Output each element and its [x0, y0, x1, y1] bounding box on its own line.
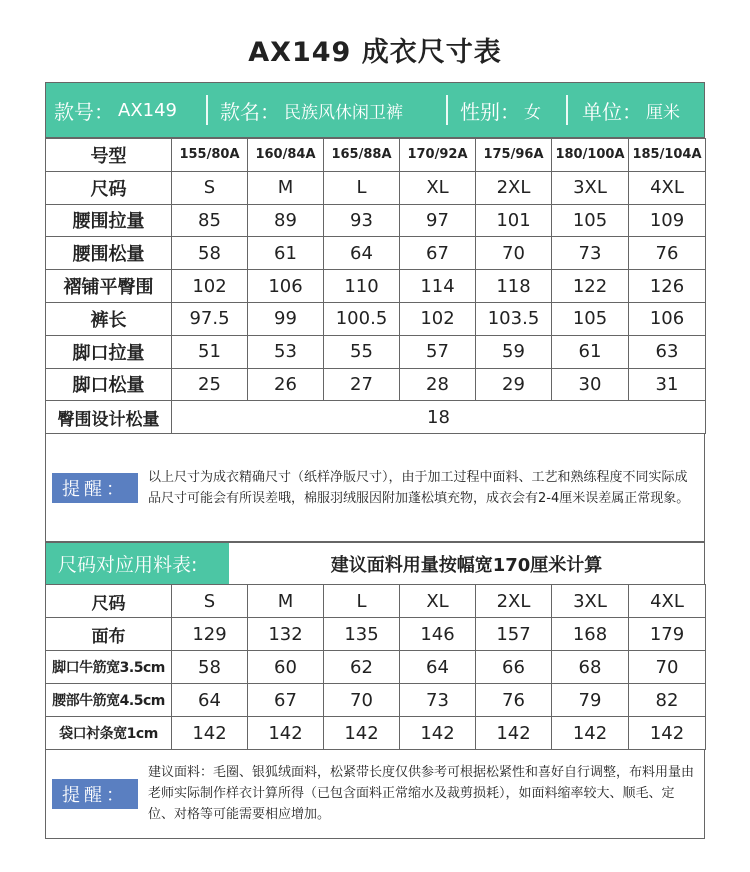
value-cell: 61 [248, 237, 324, 270]
value-cell: 142 [248, 717, 324, 750]
row-label: 褶铺平臀围 [46, 270, 172, 303]
value-cell: 93 [324, 204, 400, 237]
value-cell: 109 [629, 204, 706, 237]
hip-ease-value: 18 [172, 401, 706, 434]
value-cell: 51 [172, 335, 248, 368]
model-cell: 155/80A [172, 139, 248, 172]
model-cell: 175/96A [476, 139, 552, 172]
value-cell: 76 [476, 684, 552, 717]
unit-value: 厘米 [646, 102, 680, 123]
row-label: 袋口衬条宽1cm [46, 717, 172, 750]
size-row [46, 171, 706, 204]
size-header: 尺码 [46, 171, 172, 204]
value-cell: 135 [324, 618, 400, 651]
size-row [46, 585, 706, 618]
value-cell: 55 [324, 335, 400, 368]
value-cell: 25 [172, 368, 248, 401]
value-cell: 179 [629, 618, 706, 651]
value-cell: 102 [400, 302, 476, 335]
value-cell: 79 [552, 684, 629, 717]
divider [566, 95, 568, 125]
fabric-section-note: 建议面料用量按幅宽170厘米计算 [330, 554, 603, 576]
style-number [46, 83, 206, 137]
value-cell: 132 [248, 618, 324, 651]
value-cell: 67 [400, 237, 476, 270]
value-cell: 66 [476, 651, 552, 684]
reminder-tag: 提醒： [52, 473, 138, 503]
model-cell: 165/88A [324, 139, 400, 172]
measurement-row [46, 270, 706, 303]
style-number-value: AX149 [118, 99, 178, 121]
value-cell: 129 [172, 618, 248, 651]
reminder-note [45, 434, 705, 542]
value-cell: 53 [248, 335, 324, 368]
fabric-row [46, 618, 706, 651]
unit-label: 单位： [582, 99, 642, 124]
value-cell: 105 [552, 204, 629, 237]
value-cell: 105 [552, 302, 629, 335]
value-cell: 70 [476, 237, 552, 270]
value-cell: 142 [324, 717, 400, 750]
model-cell: 185/104A [629, 139, 706, 172]
value-cell: 58 [172, 651, 248, 684]
value-cell: 76 [629, 237, 706, 270]
value-cell: 101 [476, 204, 552, 237]
hip-ease-row [46, 401, 706, 434]
size-cell: 2XL [476, 585, 552, 618]
row-label: 脚口拉量 [46, 335, 172, 368]
measurement-row [46, 335, 706, 368]
style-number-label: 款号： [54, 99, 114, 124]
reminder-tag: 提醒： [52, 779, 138, 809]
size-cell: L [324, 585, 400, 618]
model-cell: 170/92A [400, 139, 476, 172]
value-cell: 73 [400, 684, 476, 717]
value-cell: 30 [552, 368, 629, 401]
value-cell: 142 [552, 717, 629, 750]
size-cell: L [324, 171, 400, 204]
size-cell: 3XL [552, 171, 629, 204]
size-cell: 4XL [629, 171, 706, 204]
reminder-text: 以上尺寸为成衣精确尺寸（纸样净版尺寸），由于加工过程中面料、工艺和熟练程度不同实际成品尺寸可能会有所误差哦，棉服羽绒服因附加蓬松填充物，成衣会有2-4厘米误差属正常现象。 [148, 469, 690, 506]
value-cell: 59 [476, 335, 552, 368]
value-cell: 57 [400, 335, 476, 368]
value-cell: 61 [552, 335, 629, 368]
value-cell: 122 [552, 270, 629, 303]
gender-value: 女 [524, 102, 541, 123]
value-cell: 146 [400, 618, 476, 651]
value-cell: 114 [400, 270, 476, 303]
value-cell: 142 [400, 717, 476, 750]
reminder-text: 建议面料：毛圈、银狐绒面料，松紧带长度仅供参考可根据松紧性和喜好自行调整，布料用量由老师实际制作样衣计算所得（已包含面料正常缩水及裁剪损耗），如面料缩率较大、顺毛、定位、对格等可能需要相应增加。 [148, 765, 695, 822]
size-cell: 4XL [629, 585, 706, 618]
value-cell: 85 [172, 204, 248, 237]
value-cell: 97 [400, 204, 476, 237]
value-cell: 62 [324, 651, 400, 684]
style-name-value: 民族风休闲卫裤 [284, 102, 403, 123]
value-cell: 103.5 [476, 302, 552, 335]
fabric-section-header [45, 542, 705, 584]
hip-ease-label: 臀围设计松量 [46, 401, 172, 434]
measurement-row [46, 237, 706, 270]
value-cell: 142 [476, 717, 552, 750]
size-cell: M [248, 585, 324, 618]
size-cell: 3XL [552, 585, 629, 618]
divider [446, 95, 448, 125]
size-cell: M [248, 171, 324, 204]
value-cell: 67 [248, 684, 324, 717]
value-cell: 89 [248, 204, 324, 237]
divider [206, 95, 208, 125]
row-label: 腰围松量 [46, 237, 172, 270]
value-cell: 26 [248, 368, 324, 401]
measurement-row [46, 302, 706, 335]
value-cell: 126 [629, 270, 706, 303]
value-cell: 73 [552, 237, 629, 270]
value-cell: 97.5 [172, 302, 248, 335]
value-cell: 60 [248, 651, 324, 684]
value-cell: 118 [476, 270, 552, 303]
size-cell: XL [400, 171, 476, 204]
value-cell: 142 [172, 717, 248, 750]
fabric-row [46, 717, 706, 750]
size-cell: XL [400, 585, 476, 618]
value-cell: 157 [476, 618, 552, 651]
row-label: 脚口牛筋宽3.5cm [46, 651, 172, 684]
measurement-row [46, 204, 706, 237]
model-cell: 180/100A [552, 139, 629, 172]
fabric-reminder-note [45, 749, 705, 839]
value-cell: 64 [324, 237, 400, 270]
value-cell: 100.5 [324, 302, 400, 335]
style-name [208, 83, 446, 137]
model-row [46, 139, 706, 172]
value-cell: 82 [629, 684, 706, 717]
product-info-bar [45, 82, 705, 138]
unit [568, 83, 704, 137]
value-cell: 168 [552, 618, 629, 651]
value-cell: 142 [629, 717, 706, 750]
fabric-row [46, 684, 706, 717]
value-cell: 99 [248, 302, 324, 335]
row-label: 面布 [46, 618, 172, 651]
model-cell: 160/84A [248, 139, 324, 172]
value-cell: 106 [629, 302, 706, 335]
value-cell: 70 [629, 651, 706, 684]
gender [448, 83, 566, 137]
value-cell: 106 [248, 270, 324, 303]
size-chart-table [45, 138, 706, 434]
row-label: 裤长 [46, 302, 172, 335]
row-label: 脚口松量 [46, 368, 172, 401]
row-label: 腰围拉量 [46, 204, 172, 237]
fabric-usage-table [45, 584, 706, 750]
value-cell: 64 [172, 684, 248, 717]
value-cell: 63 [629, 335, 706, 368]
value-cell: 68 [552, 651, 629, 684]
value-cell: 58 [172, 237, 248, 270]
value-cell: 64 [400, 651, 476, 684]
value-cell: 70 [324, 684, 400, 717]
size-cell: 2XL [476, 171, 552, 204]
value-cell: 102 [172, 270, 248, 303]
size-header: 尺码 [46, 585, 172, 618]
style-name-label: 款名： [220, 99, 280, 124]
fabric-section-label: 尺码对应用料表: [46, 543, 229, 584]
value-cell: 29 [476, 368, 552, 401]
value-cell: 27 [324, 368, 400, 401]
model-header: 号型 [46, 139, 172, 172]
value-cell: 31 [629, 368, 706, 401]
measurement-row [46, 368, 706, 401]
page-title: AX149 成衣尺寸表 [248, 37, 502, 68]
size-cell: S [172, 171, 248, 204]
value-cell: 110 [324, 270, 400, 303]
row-label: 腰部牛筋宽4.5cm [46, 684, 172, 717]
size-cell: S [172, 585, 248, 618]
gender-label: 性别： [460, 99, 520, 124]
fabric-row [46, 651, 706, 684]
value-cell: 28 [400, 368, 476, 401]
